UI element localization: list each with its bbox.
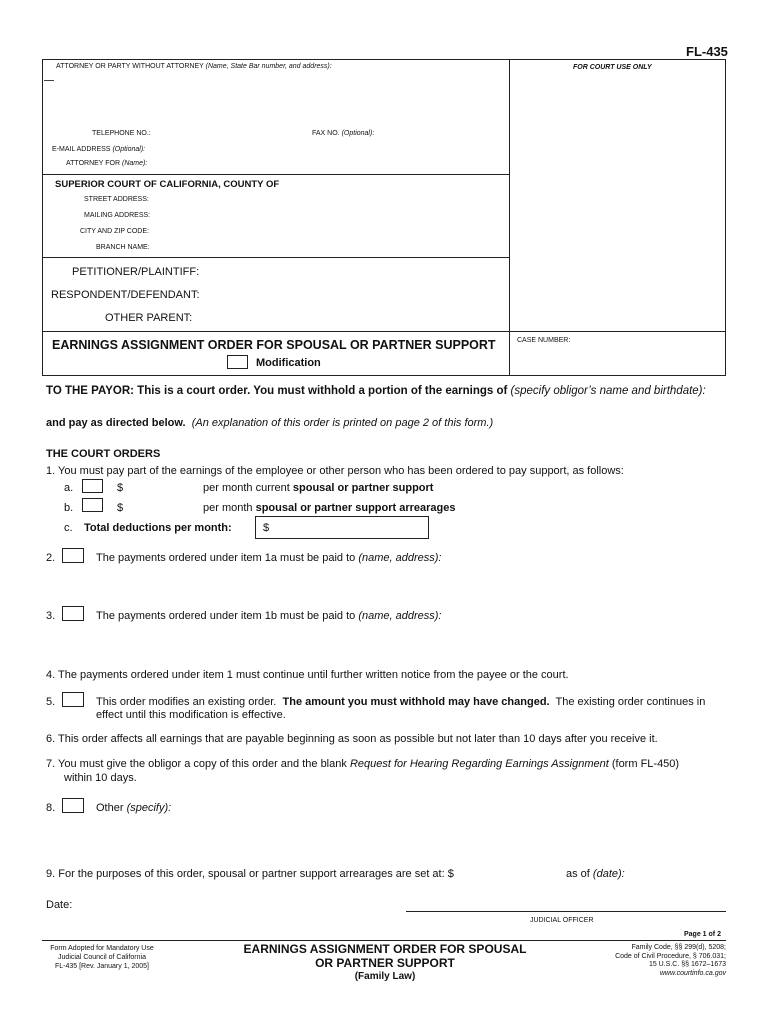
item-9-amount[interactable] [478, 865, 558, 880]
item-2-checkbox[interactable] [62, 548, 84, 563]
court-use-divider [509, 59, 510, 376]
item-4-text: 4. The payments ordered under item 1 must continue until further written notice from the payee or the court. [46, 669, 569, 681]
attorney-label: ATTORNEY OR PARTY WITHOUT ATTORNEY (Name, State Bar number, and address): [56, 63, 332, 70]
footer-revision: FL-435 [Rev. January 1, 2005] [54, 963, 150, 970]
other-parent-label: OTHER PARENT: [105, 312, 193, 324]
item-1-text: 1. You must pay part of the earnings of the employee or other person who has been ordered to pay support, as follows: [46, 465, 624, 477]
judicial-officer-label: JUDICIAL OFFICER [530, 917, 594, 924]
street-field[interactable] [160, 192, 500, 204]
fax-label: FAX NO. (Optional): [312, 130, 375, 137]
attorney-for-label: ATTORNEY FOR (Name): [66, 160, 148, 167]
item-8-checkbox[interactable] [62, 798, 84, 813]
telephone-label: TELEPHONE NO.: [92, 130, 151, 137]
court-orders-heading: THE COURT ORDERS [46, 448, 161, 460]
item-2-payee-field[interactable] [96, 568, 716, 598]
email-field[interactable] [160, 142, 500, 154]
pay-directed: and pay as directed below. (An explanation of this order is printed on page 2 of this form.) [46, 417, 494, 429]
petitioner-label: PETITIONER/PLAINTIFF: [72, 266, 200, 278]
court-section-divider [42, 257, 509, 258]
page-number: Page 1 of 2 [684, 931, 721, 938]
item-1c-label: c. [64, 522, 73, 534]
title-divider [42, 331, 726, 332]
item-2-num: 2. [46, 552, 56, 564]
branch-field[interactable] [160, 240, 500, 252]
item-8-num: 8. [46, 802, 56, 814]
item-7-text: 7. You must give the obligor a copy of this order and the blank Request for Hearing Regarding Earnings Assignment (form FL-450) [46, 758, 680, 770]
item-1a-checkbox[interactable] [82, 479, 103, 493]
attorney-field-mark [44, 80, 54, 81]
item-5-text: This order modifies an existing order. The amount you must withhold may have changed. The existing order continues in [96, 696, 706, 708]
form-number: FL-435 [686, 44, 728, 59]
mailing-field[interactable] [160, 208, 500, 220]
case-number-field[interactable] [517, 350, 717, 368]
county-field[interactable] [300, 176, 500, 190]
footer-adopted: Form Adopted for Mandatory Use [50, 945, 154, 952]
court-title: SUPERIOR COURT OF CALIFORNIA, COUNTY OF [55, 179, 280, 190]
item-1a-label: a. [64, 482, 74, 494]
case-number-label: CASE NUMBER: [517, 337, 571, 344]
petitioner-field[interactable] [194, 264, 500, 279]
item-1c-dollar: $ [263, 522, 270, 534]
item-5-checkbox[interactable] [62, 692, 84, 707]
item-3-num: 3. [46, 610, 56, 622]
item-9-asof: as of (date): [566, 868, 625, 880]
footer-right [576, 944, 726, 978]
item-1c-text: Total deductions per month: [84, 522, 232, 534]
item-3-checkbox[interactable] [62, 606, 84, 621]
attorney-for-field[interactable] [160, 156, 500, 168]
modification-label: Modification [256, 357, 321, 369]
footer-title-line1: EARNINGS ASSIGNMENT ORDER FOR SPOUSAL [243, 942, 527, 956]
mailing-label: MAILING ADDRESS: [84, 212, 151, 219]
date-field[interactable] [80, 896, 280, 911]
telephone-field[interactable] [160, 126, 300, 138]
footer-council: Judicial Council of California [58, 954, 146, 961]
item-5-line2: effect until this modification is effective. [96, 709, 286, 721]
date-label: Date: [46, 899, 73, 911]
item-8-other-field[interactable] [96, 818, 716, 854]
item-6-text: 6. This order affects all earnings that are payable beginning as soon as possible but not later than 10 days after you receive it. [46, 733, 658, 745]
footer-title-line3: (Family Law) [354, 971, 416, 982]
judicial-officer-signature[interactable] [406, 896, 726, 910]
item-1a-dollar: $ [117, 482, 124, 494]
item-1b-amount[interactable] [128, 499, 198, 514]
form-title: EARNINGS ASSIGNMENT ORDER FOR SPOUSAL OR PARTNER SUPPORT [52, 338, 496, 352]
street-label: STREET ADDRESS: [84, 196, 149, 203]
footer-title-line2: OR PARTNER SUPPORT [315, 956, 455, 970]
payor-intro: TO THE PAYOR: This is a court order. You must withhold a portion of the earnings of (specify obligor’s name and birthdate): [46, 385, 706, 397]
item-9-date[interactable] [632, 865, 722, 880]
total-deductions-field[interactable] [274, 519, 424, 536]
modification-checkbox[interactable] [227, 355, 248, 369]
respondent-label: RESPONDENT/DEFENDANT: [51, 289, 200, 301]
other-parent-field[interactable] [194, 310, 500, 325]
footer-website-link[interactable]: www.courtinfo.ca.gov [659, 969, 726, 977]
item-1a-amount[interactable] [128, 479, 198, 494]
branch-label: BRANCH NAME: [96, 244, 150, 251]
city-field[interactable] [160, 224, 500, 236]
item-2-text: The payments ordered under item 1a must be paid to (name, address): [96, 552, 442, 564]
footer-title [200, 942, 570, 984]
item-3-payee-field[interactable] [96, 626, 716, 660]
city-label: CITY AND ZIP CODE: [80, 228, 149, 235]
item-5-num: 5. [46, 696, 56, 708]
court-use-label: FOR COURT USE ONLY [573, 64, 652, 71]
footer-rule [42, 940, 726, 941]
item-1b-label: b. [64, 502, 74, 514]
signature-line [406, 911, 726, 912]
item-9-text: 9. For the purposes of this order, spousal or partner support arrearages are set at: $ [46, 868, 454, 880]
footer-usc: 15 U.S.C. §§ 1672–1673 [648, 961, 726, 968]
fax-field[interactable] [382, 126, 502, 138]
footer-family-code: Family Code, §§ 299(d), 5208; [631, 944, 726, 951]
attorney-name-address-field[interactable] [60, 74, 500, 122]
item-1b-dollar: $ [117, 502, 124, 514]
respondent-field[interactable] [194, 287, 500, 302]
email-label: E-MAIL ADDRESS (Optional): [52, 146, 146, 153]
footer-left [42, 944, 162, 971]
item-1a-text: per month current spousal or partner support [203, 482, 434, 494]
item-3-text: The payments ordered under item 1b must be paid to (name, address): [96, 610, 442, 622]
footer-ccp: Code of Civil Procedure, § 706.031; [615, 952, 726, 960]
item-8-text: Other (specify): [96, 802, 172, 814]
item-1b-text: per month spousal or partner support arrearages [203, 502, 456, 514]
item-1b-checkbox[interactable] [82, 498, 103, 512]
attorney-section-divider [42, 174, 509, 175]
item-7-line2: within 10 days. [64, 772, 137, 784]
